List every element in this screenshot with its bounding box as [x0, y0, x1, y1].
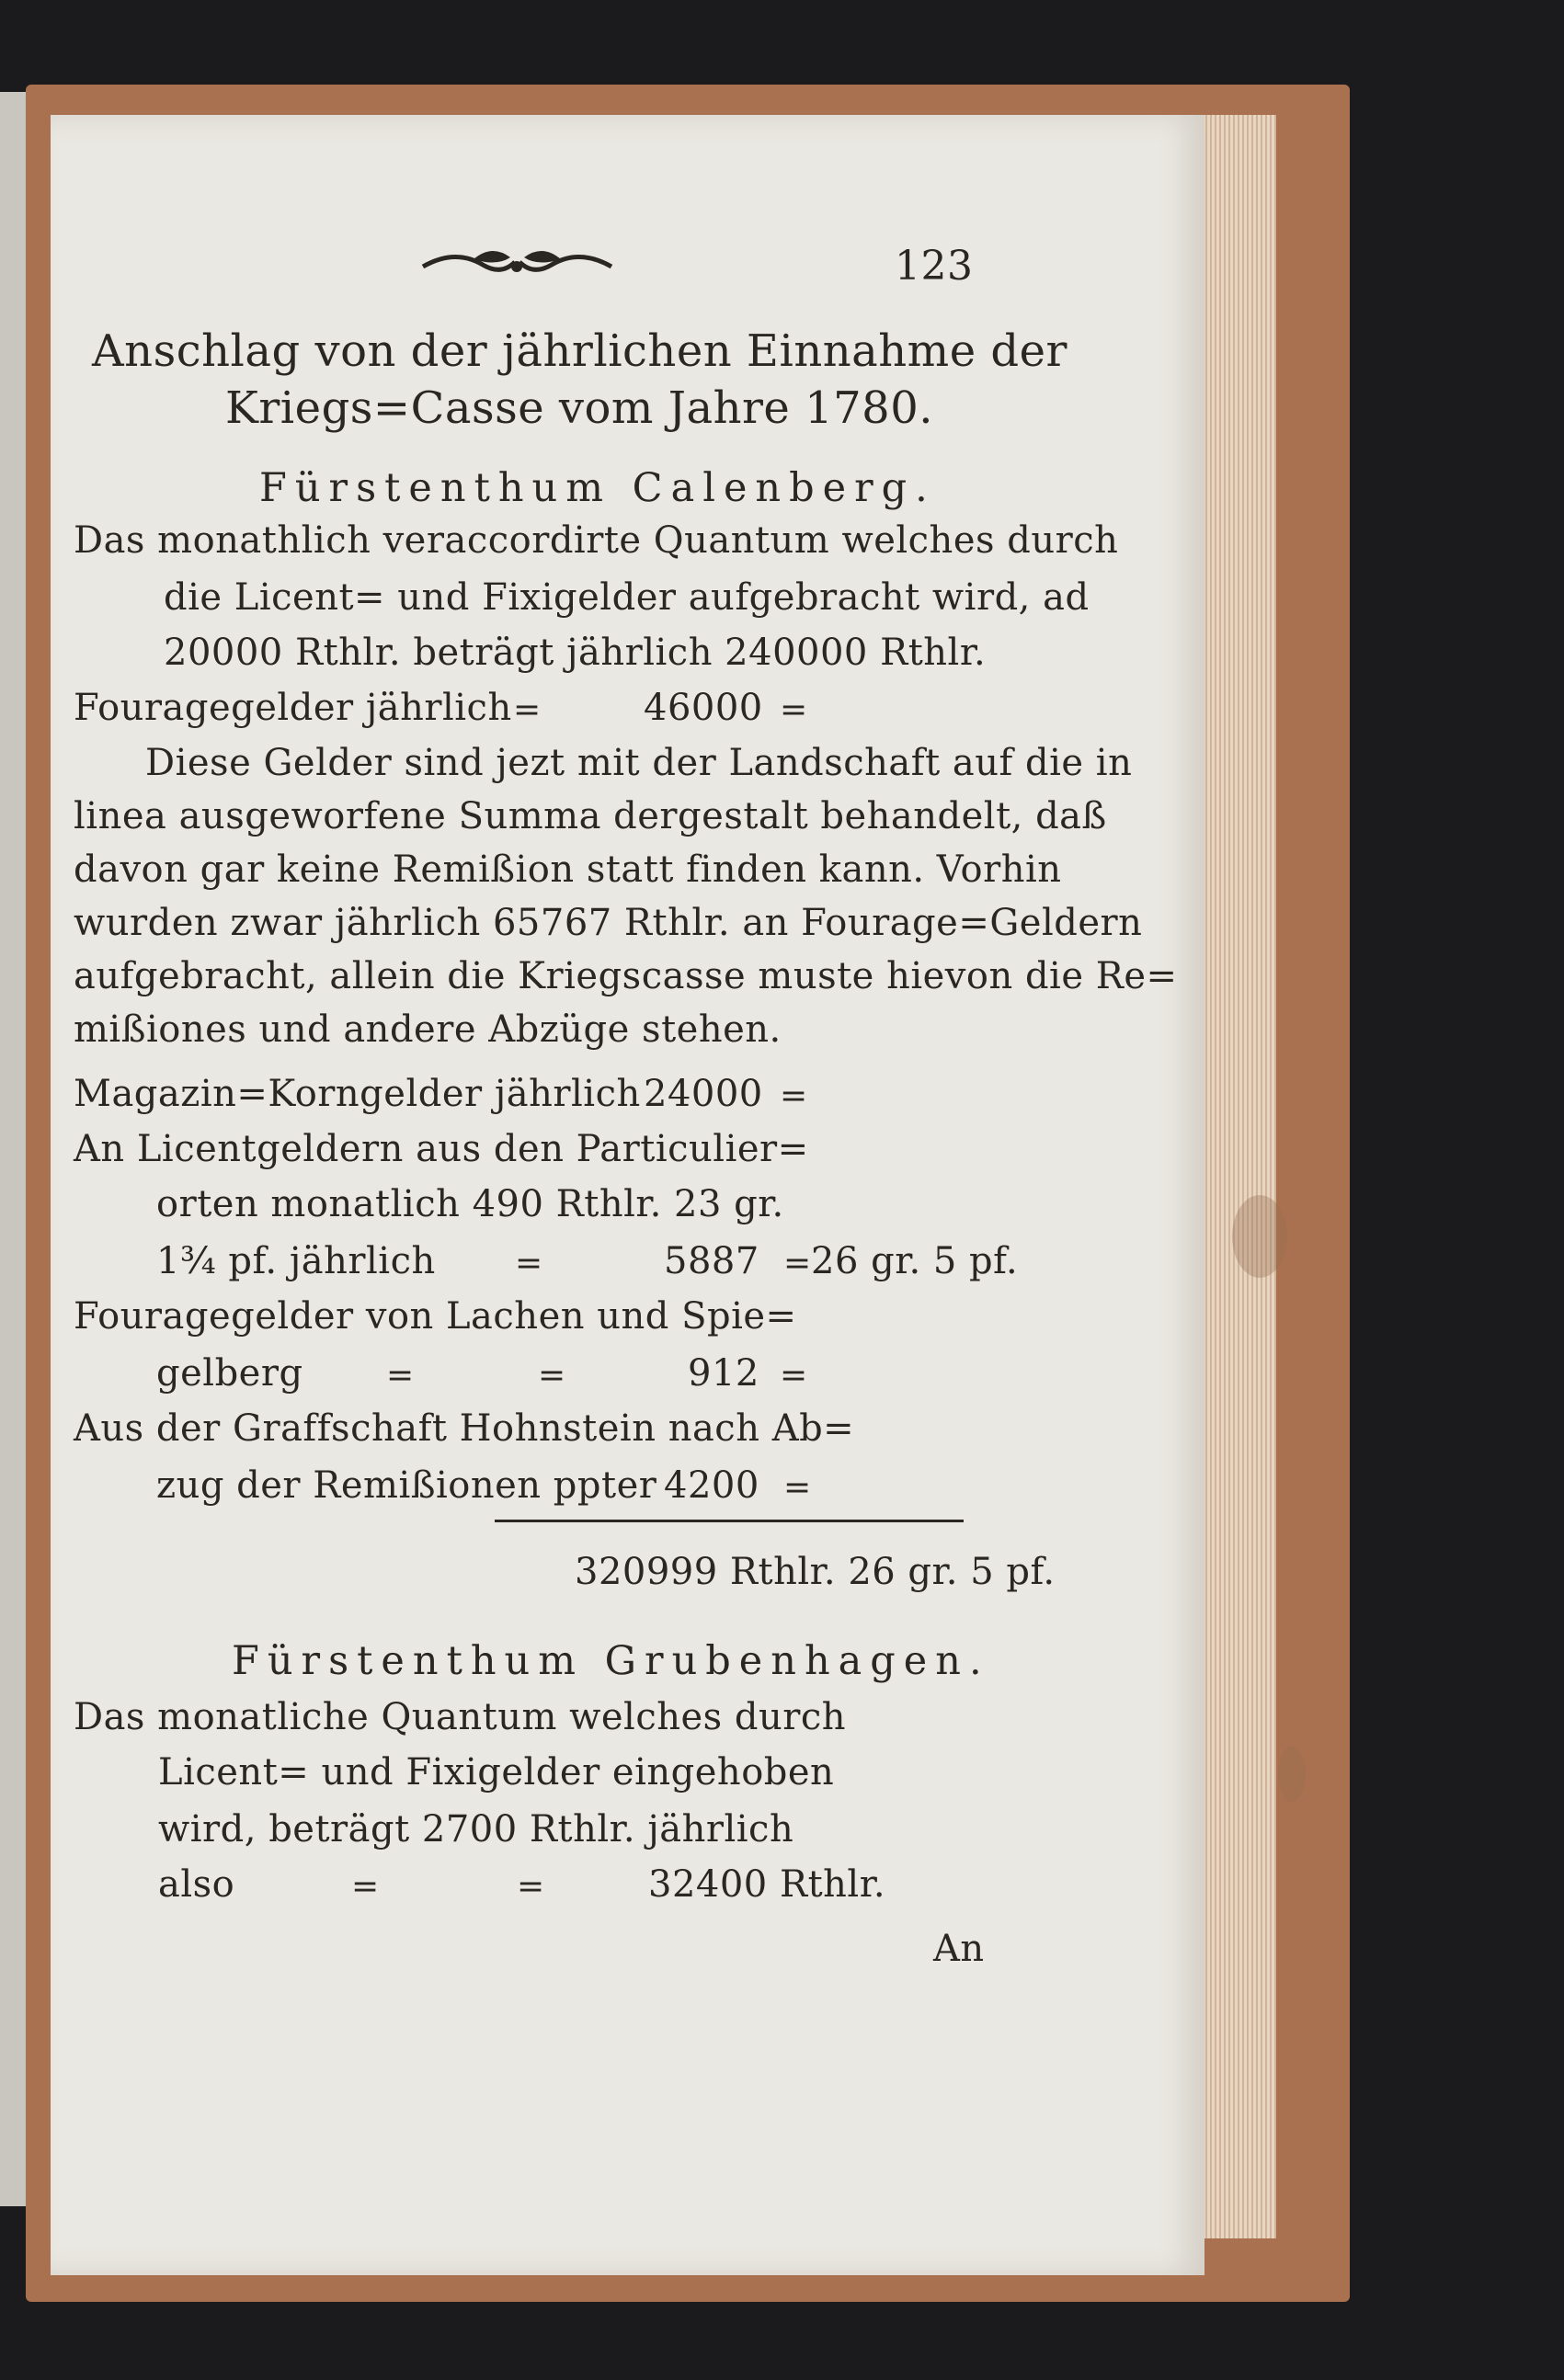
text-line: davon gar keine Remißion statt finden kann. Vorhin — [74, 848, 1062, 891]
text-line: Das monatliche Quantum welches durch — [74, 1696, 847, 1738]
section1-total: 320999 Rthlr. 26 gr. 5 pf. — [575, 1551, 1056, 1593]
unit-mark: = — [783, 1245, 812, 1282]
licent-line-1: An Licentgeldern aus den Particulier= — [74, 1128, 809, 1170]
magazin-label: Magazin=Korngelder jährlich — [74, 1073, 641, 1115]
magazin-amount: 24000 — [644, 1073, 763, 1115]
ditto-mark: = — [351, 1868, 380, 1906]
sum-rule — [495, 1520, 964, 1522]
unit-mark: = — [783, 1469, 812, 1507]
stain — [1232, 1195, 1287, 1278]
licent-line-2: orten monatlich 490 Rthlr. 23 gr. — [156, 1183, 784, 1225]
title-line-2: Kriegs=Casse vom Jahre 1780. — [225, 382, 933, 434]
hohnstein-amount: 4200 — [664, 1464, 759, 1507]
hohnstein-line-1: Aus der Graffschaft Hohnstein nach Ab= — [74, 1407, 855, 1450]
section2-amount: 32400 Rthlr. — [648, 1863, 886, 1906]
unit-mark: = — [780, 1357, 808, 1395]
stain — [1278, 1747, 1306, 1802]
catchword: An — [933, 1928, 985, 1970]
ditto-mark: = — [538, 1357, 566, 1395]
section-heading-grubenhagen: Fürstenthum Grubenhagen. — [232, 1638, 990, 1684]
lachen-line-2: gelberg — [156, 1352, 303, 1395]
lachen-amount: 912 — [688, 1352, 759, 1395]
ornament-icon — [418, 239, 616, 290]
fourage-amount: 46000 — [644, 687, 763, 729]
ditto-mark: = — [513, 691, 542, 729]
licent-line-3: 1¾ pf. jährlich — [156, 1240, 436, 1282]
unit-mark: = — [780, 691, 808, 729]
page-number: 123 — [895, 243, 974, 290]
text-line: Diese Gelder sind jezt mit der Landschaft auf die in — [145, 742, 1133, 784]
text-line: wird, beträgt 2700 Rthlr. jährlich — [158, 1808, 794, 1850]
text-line: wurden zwar jährlich 65767 Rthlr. an Fourage=Geldern — [74, 902, 1143, 944]
fourage-label: Fouragegelder jährlich — [74, 687, 512, 729]
text-line: linea ausgeworfene Summa dergestalt behandelt, daß — [74, 795, 1107, 837]
text-line: die Licent= und Fixigelder aufgebracht wird, ad — [164, 576, 1090, 619]
text-line: aufgebracht, allein die Kriegscasse muste hievon die Re= — [74, 955, 1178, 997]
hohnstein-line-2: zug der Remißionen ppter — [156, 1464, 657, 1507]
ditto-mark: = — [386, 1357, 415, 1395]
also-label: also — [158, 1863, 235, 1906]
ditto-mark: = — [517, 1868, 545, 1906]
licent-extra: 26 gr. 5 pf. — [811, 1240, 1019, 1282]
licent-amount: 5887 — [664, 1240, 759, 1282]
title-line-1: Anschlag von der jährlichen Einnahme der — [92, 325, 1067, 377]
page-edges — [1198, 115, 1276, 2238]
section-heading-calenberg: Fürstenthum Calenberg. — [259, 465, 936, 511]
text-line: 20000 Rthlr. beträgt jährlich 240000 Rthlr. — [164, 632, 987, 674]
ditto-mark: = — [515, 1245, 543, 1282]
lachen-line-1: Fouragegelder von Lachen und Spie= — [74, 1295, 797, 1338]
unit-mark: = — [780, 1077, 808, 1115]
text-line: Das monathlich veraccordirte Quantum welches durch — [74, 519, 1119, 562]
text-line: Licent= und Fixigelder eingehoben — [158, 1751, 835, 1794]
text-line: mißiones und andere Abzüge stehen. — [74, 1008, 782, 1051]
